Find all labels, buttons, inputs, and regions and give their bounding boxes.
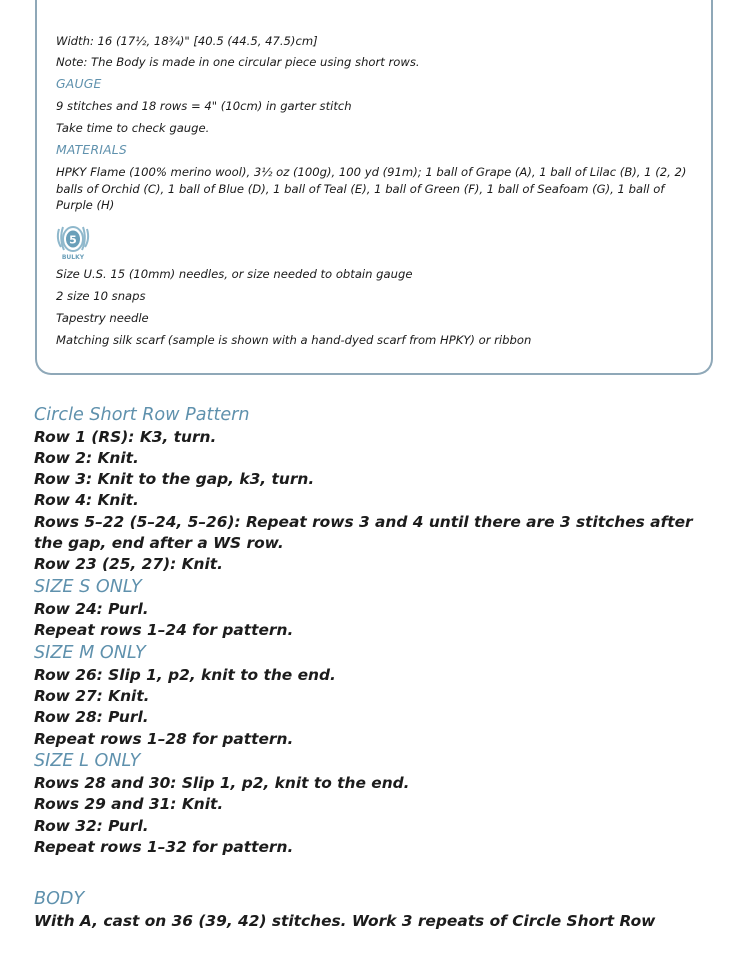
size-l-row-32: Row 32: Purl. (34, 817, 149, 835)
size-l-rows-29-31: Rows 29 and 31: Knit. (34, 795, 224, 813)
gauge-text: 9 stitches and 18 rows = 4" (10cm) in garter stitch (56, 99, 352, 113)
size-l-rows-28-30: Rows 28 and 30: Slip 1, p2, knit to the end. (34, 774, 410, 792)
materials-description: HPKY Flame (100% merino wool), 3½ oz (100g), 100 yd (91m); 1 ball of Grape (A), 1 ball of Lilac (B), 1 (2, 2) balls of Orchid (C), 1 ball of Blue (D), 1 ball of Teal (E), 1 ball of Green (F), 1 ball of Seafoam (G), 1 ball of Purple (H) (56, 165, 687, 212)
pattern-row-4: Row 4: Knit. (34, 491, 139, 509)
pattern-rows-5-22-cont: the gap, end after a WS row. (34, 534, 284, 552)
size-m-repeat: Repeat rows 1–28 for pattern. (34, 730, 294, 748)
tapestry-item: Tapestry needle (56, 311, 149, 325)
size-m-row-28: Row 28: Purl. (34, 708, 149, 726)
size-m-row-27: Row 27: Knit. (34, 687, 150, 705)
size-s-repeat: Repeat rows 1–24 for pattern. (34, 621, 294, 639)
snaps-item: 2 size 10 snaps (56, 289, 146, 303)
body-instruction: With A, cast on 36 (39, 42) stitches. Work 3 repeats of Circle Short Row (34, 912, 656, 930)
size-l-repeat: Repeat rows 1–32 for pattern. (34, 838, 294, 856)
body-heading: BODY (34, 889, 85, 909)
yarn-weight-icon (53, 223, 97, 261)
yarn-weight-label: BULKY (61, 254, 85, 261)
width-measurement: Width: 16 (17½, 18¾)" [40.5 (44.5, 47.5)cm] (56, 34, 318, 48)
pattern-row-3: Row 3: Knit to the gap, k3, turn. (34, 470, 315, 488)
pattern-row-2: Row 2: Knit. (34, 449, 139, 467)
gauge-heading: GAUGE (56, 76, 102, 91)
body-note: Note: The Body is made in one circular piece using short rows. (56, 55, 420, 69)
materials-heading: MATERIALS (56, 142, 127, 157)
size-m-heading: SIZE M ONLY (34, 643, 146, 663)
yarn-weight-number: 5 (69, 233, 77, 247)
pattern-row-1: Row 1 (RS): K3, turn. (34, 428, 217, 446)
size-s-row-24: Row 24: Purl. (34, 600, 149, 618)
needles-item: Size U.S. 15 (10mm) needles, or size needed to obtain gauge (56, 267, 413, 281)
size-s-heading: SIZE S ONLY (34, 577, 142, 597)
size-m-row-26: Row 26: Slip 1, p2, knit to the end. (34, 666, 336, 684)
size-l-heading: SIZE L ONLY (34, 751, 141, 771)
pattern-heading: Circle Short Row Pattern (34, 405, 250, 425)
pattern-rows-5-22: Rows 5–22 (5–24, 5–26): Repeat rows 3 and 4 until there are 3 stitches after (34, 513, 693, 531)
scarf-item: Matching silk scarf (sample is shown with a hand-dyed scarf from HPKY) or ribbon (56, 333, 532, 347)
pattern-row-23: Row 23 (25, 27): Knit. (34, 555, 223, 573)
gauge-check-note: Take time to check gauge. (56, 121, 210, 135)
